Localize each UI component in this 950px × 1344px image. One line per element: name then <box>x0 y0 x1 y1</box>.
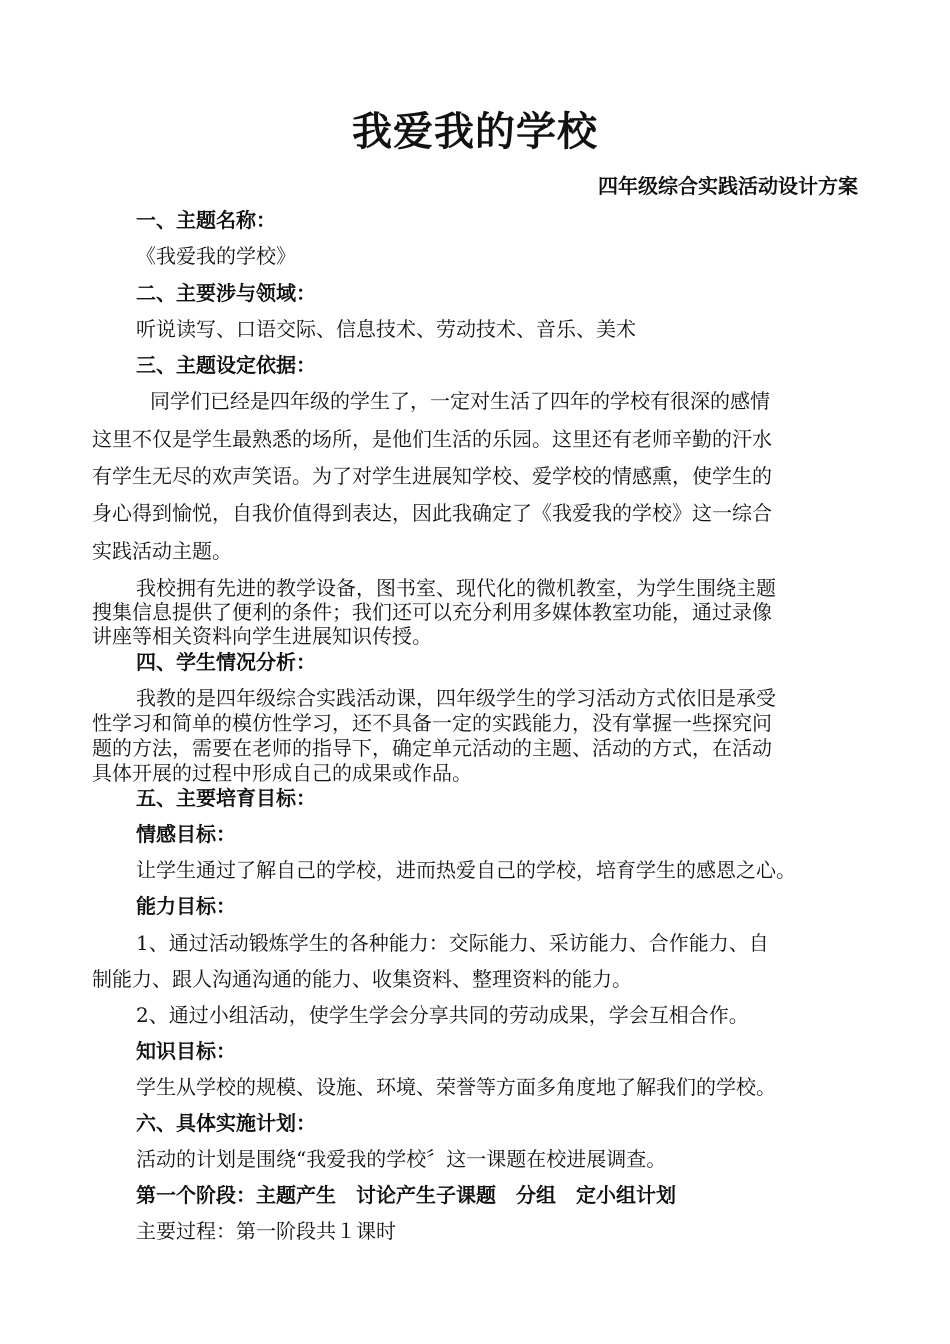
goal-emotion-body: 让学生通过了解自己的学校，进而热爱自己的学校，培育学生的感恩之心。 <box>136 858 796 882</box>
document-subtitle: 四年级综合实践活动设计方案 <box>598 174 858 198</box>
document-title: 我爱我的学校 <box>352 109 598 155</box>
section-4-line-1: 我教的是四年级综合实践活动课，四年级学生的学习活动方式依旧是承受 <box>136 686 776 710</box>
goal-heading-emotion: 情感目标： <box>136 822 236 846</box>
goal-ability-line-1: 1、通过活动锻炼学生的各种能力：交际能力、采访能力、合作能力、自 <box>136 931 769 955</box>
section-3-para-2-line-1: 我校拥有先进的教学设备，图书室、现代化的微机教室，为学生围绕主题 <box>136 576 776 600</box>
stage-1-heading: 第一个阶段：主题产生 讨论产生子课题 分组 定小组计划 <box>136 1183 676 1207</box>
goal-heading-knowledge: 知识目标： <box>136 1039 236 1063</box>
section-heading-5: 五、主要培育目标： <box>136 786 316 810</box>
section-6-body: 活动的计划是围绕“我爱我的学校〞这一课题在校进展调查。 <box>136 1147 667 1171</box>
section-3-para-1-line-5: 实践活动主题。 <box>92 539 232 563</box>
section-3-para-2-line-3: 讲座等相关资料向学生进展知识传授。 <box>92 624 432 648</box>
goal-knowledge-body: 学生从学校的规模、设施、环境、荣誉等方面多角度地了解我们的学校。 <box>136 1075 776 1099</box>
section-heading-3: 三、主题设定依据： <box>136 353 316 377</box>
section-3-para-1-line-4: 身心得到愉悦，自我价值得到表达，因此我确定了《我爱我的学校》这一综合 <box>92 501 772 525</box>
section-heading-4: 四、学生情况分析： <box>136 650 316 674</box>
goal-ability-line-3: 2、通过小组活动，使学生学会分享共同的劳动成果，学会互相合作。 <box>136 1003 749 1027</box>
section-3-para-1-line-1: 同学们已经是四年级的学生了，一定对生活了四年的学校有很深的感情 <box>150 389 770 413</box>
section-4-line-2: 性学习和简单的模仿性学习，还不具备一定的实践能力，没有掌握一些探究问 <box>92 711 772 735</box>
section-heading-2: 二、主要涉与领域： <box>136 281 316 305</box>
section-2-body: 听说读写、口语交际、信息技术、劳动技术、音乐、美术 <box>136 317 636 341</box>
section-1-body: 《我爱我的学校》 <box>136 244 296 268</box>
section-3-para-1-line-2: 这里不仅是学生最熟悉的场所，是他们生活的乐园。这里还有老师辛勤的汗水 <box>92 427 772 451</box>
section-4-line-4: 具体开展的过程中形成自己的成果或作品。 <box>92 761 472 785</box>
section-3-para-2-line-2: 搜集信息提供了便利的条件；我们还可以充分利用多媒体教室功能，通过录像 <box>92 600 772 624</box>
stage-1-body: 主要过程：第一阶段共１课时 <box>136 1219 396 1243</box>
section-heading-6: 六、具体实施计划： <box>136 1111 316 1135</box>
section-3-para-1-line-3: 有学生无尽的欢声笑语。为了对学生进展知学校、爱学校的情感熏，使学生的 <box>92 464 772 488</box>
section-4-line-3: 题的方法，需要在老师的指导下，确定单元活动的主题、活动的方式，在活动 <box>92 736 772 760</box>
goal-ability-line-2: 制能力、跟人沟通沟通的能力、收集资料、整理资料的能力。 <box>92 967 632 991</box>
section-heading-1: 一、主题名称： <box>136 208 276 232</box>
goal-heading-ability: 能力目标： <box>136 894 236 918</box>
